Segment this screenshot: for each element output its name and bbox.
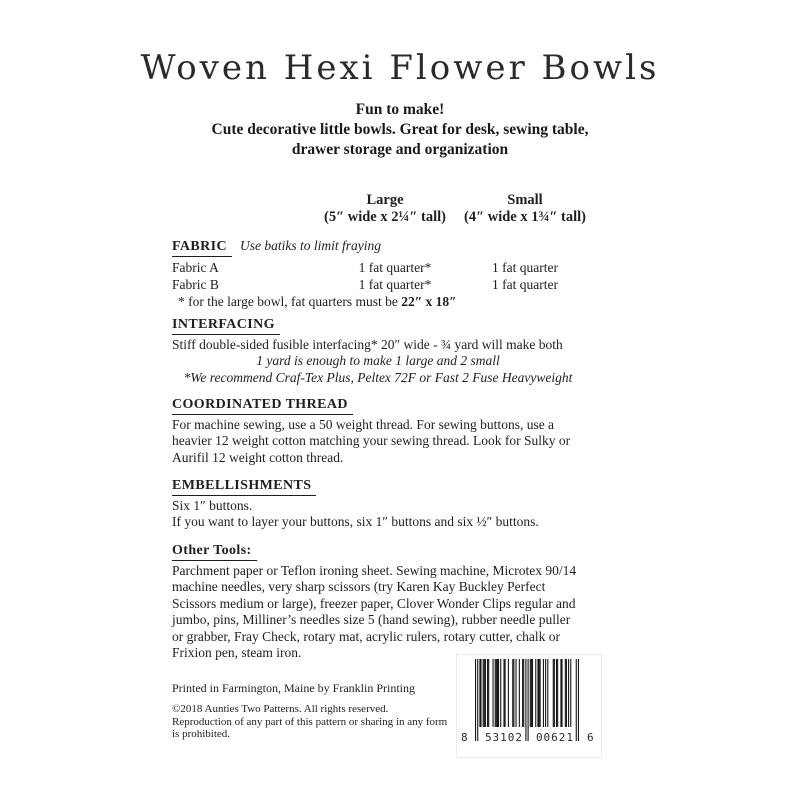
subtitle-line: Cute decorative little bowls. Great for desk, sewing table,	[211, 121, 589, 138]
barcode-right-digit: 6	[587, 731, 595, 744]
copyright-block	[172, 703, 447, 741]
barcode-group1: 53102	[484, 731, 524, 744]
fabric-row-label: Fabric A	[172, 259, 219, 275]
barcode-bars	[475, 659, 579, 741]
embellishments-heading: EMBELLISHMENTS	[172, 478, 316, 496]
size-large-name: Large	[366, 192, 404, 208]
fabric-row-label: Fabric B	[172, 276, 219, 292]
size-large-dims: (5″ wide x 2¼″ tall)	[324, 209, 446, 225]
fabric-heading: FABRIC	[172, 239, 232, 257]
fabric-section	[172, 238, 584, 310]
thread-heading: COORDINATED THREAD	[172, 397, 353, 415]
fabric-row-small-value: 1 fat quarter	[492, 276, 558, 292]
copyright-line: is prohibited.	[172, 728, 231, 740]
thread-body: For machine sewing, use a 50 weight thread. For sewing buttons, use a heavier 12 weight cotton matching your sewing thread. Look for Sulky or Aurifil 12 weight cotton thread.	[172, 416, 571, 465]
fabric-heading-row	[172, 238, 584, 259]
thread-section	[172, 396, 584, 466]
embellishments-section	[172, 477, 584, 531]
size-small-name: Small	[507, 192, 543, 208]
copyright-line: ©2018 Aunties Two Patterns. All rights reserved.	[172, 703, 389, 715]
interfacing-line1: Stiff double-sided fusible interfacing* 20″ wide - ¾ yard will make both	[172, 336, 563, 352]
fabric-row-small-value: 1 fat quarter	[492, 259, 558, 275]
subtitle-line: Fun to make!	[355, 101, 445, 118]
printed-by-line: Printed in Farmington, Maine by Franklin Printing	[172, 681, 415, 695]
fabric-row-large-value: 1 fat quarter*	[358, 259, 432, 275]
table-row	[172, 259, 584, 276]
fabric-row-large-value: 1 fat quarter*	[358, 276, 432, 292]
barcode-left-digit: 8	[461, 731, 469, 744]
embellishments-line1: Six 1″ buttons.	[172, 497, 253, 513]
interfacing-line2: 1 yard is enough to make 1 large and 2 small	[256, 353, 500, 368]
interfacing-section	[172, 316, 584, 386]
table-row	[172, 276, 584, 293]
size-column-small	[445, 192, 605, 226]
interfacing-line3: *We recommend Craf-Tex Plus, Peltex 72F or Fast 2 Fuse Heavyweight	[183, 369, 573, 385]
barcode-group2: 00621	[535, 731, 575, 744]
fabric-note: Use batiks to limit fraying	[240, 238, 382, 253]
embellishments-line2: If you want to layer your buttons, six 1″ buttons and six ½″ buttons.	[172, 514, 539, 529]
copyright-line: Reproduction of any part of this pattern or sharing in any form	[172, 715, 448, 728]
fabric-footnote-text: * for the large bowl, fat quarters must be	[178, 293, 402, 309]
fabric-footnote-bold: 22″ x 18″	[401, 293, 457, 309]
other-tools-section	[172, 542, 584, 662]
size-small-dims: (4″ wide x 1¾″ tall)	[464, 209, 586, 225]
other-tools-heading: Other Tools:	[172, 543, 257, 561]
size-column-large	[305, 192, 465, 226]
page-title: Woven Hexi Flower Bowls	[140, 48, 660, 88]
subtitle	[20, 100, 780, 160]
upc-barcode	[456, 654, 602, 758]
interfacing-heading: INTERFACING	[172, 317, 280, 335]
fabric-footnote	[172, 293, 584, 310]
other-tools-body: Parchment paper or Teflon ironing sheet. Sewing machine, Microtex 90/14 machine needles, very sharp scissors (try Karen Kay Buckley Perfect Scissors medium or large), freezer paper, Clover Wonder Clips regular and jumbo, pins, Milliner’s needles size 5 (hand sewing), rubber needle puller or grabber, Fray Check, rotary mat, acrylic rulers, rotary cutter, chalk or Frixion pen, steam iron.	[172, 562, 577, 660]
subtitle-line: drawer storage and organization	[291, 141, 509, 158]
